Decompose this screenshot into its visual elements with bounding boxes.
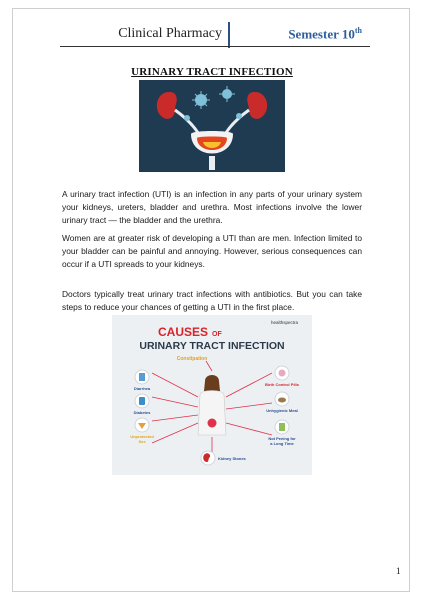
cause-unprotected-sex-label-1: Unprotected [130, 434, 154, 439]
semester-suffix: th [354, 26, 362, 35]
cause-kidney-stones-label: Kidney Stones [218, 456, 246, 461]
infographic-title-causes: CAUSES [157, 325, 208, 339]
infographic-brand: healthspectra [270, 320, 298, 325]
header-divider [228, 22, 230, 48]
cause-diarrhea-label: Diarrhea [133, 386, 151, 391]
paragraph-risk: Women are at greater risk of developing a UTI than are men. Infection limited to your bladder can be painful and annoying. However, serious consequences can occur if a UTI spreads to your kidneys. [62, 233, 362, 270]
urinary-system-illustration [139, 80, 285, 172]
page-header [60, 22, 370, 46]
cause-unhygienic-meal-label: Unhygienic Meal [266, 408, 298, 413]
course-title: Clinical Pharmacy [118, 26, 222, 41]
paragraph-uti-definition: A urinary tract infection (UTI) is an infection in any parts of your urinary system your kidneys, ureters, bladder and urethra. Most infections involve the lower urinary tract — the bladder and the urethra. [62, 189, 362, 226]
bacteria-3 [236, 113, 242, 119]
header-rule [60, 46, 370, 47]
semester-label [288, 26, 362, 42]
infographic-title-main: URINARY TRACT INFECTION [139, 340, 285, 352]
page-number: 1 [396, 566, 401, 576]
cause-not-peeing-label-1: Not Peeing for [268, 436, 296, 441]
urethra [209, 156, 215, 170]
bacteria-4 [184, 115, 190, 121]
semester-text: Semester 10 [288, 26, 355, 42]
paragraph-treatment: Doctors typically treat urinary tract infections with antibiotics. But you can take steps to reduce your chances of getting a UTI in the first place. [62, 289, 362, 313]
cause-not-peeing-label-2: a Long Time [270, 441, 294, 446]
cause-unprotected-sex-label-2: Sex [138, 439, 146, 444]
cause-diabetes-label: Diabetes [133, 410, 151, 415]
infographic-title-of: OF [212, 331, 222, 338]
cause-constipation-label: Constipation [176, 356, 208, 362]
uti-causes-infographic [112, 315, 312, 475]
cause-birth-control-label: Birth Control Pills [265, 382, 299, 387]
document-title: URINARY TRACT INFECTION [131, 66, 293, 78]
